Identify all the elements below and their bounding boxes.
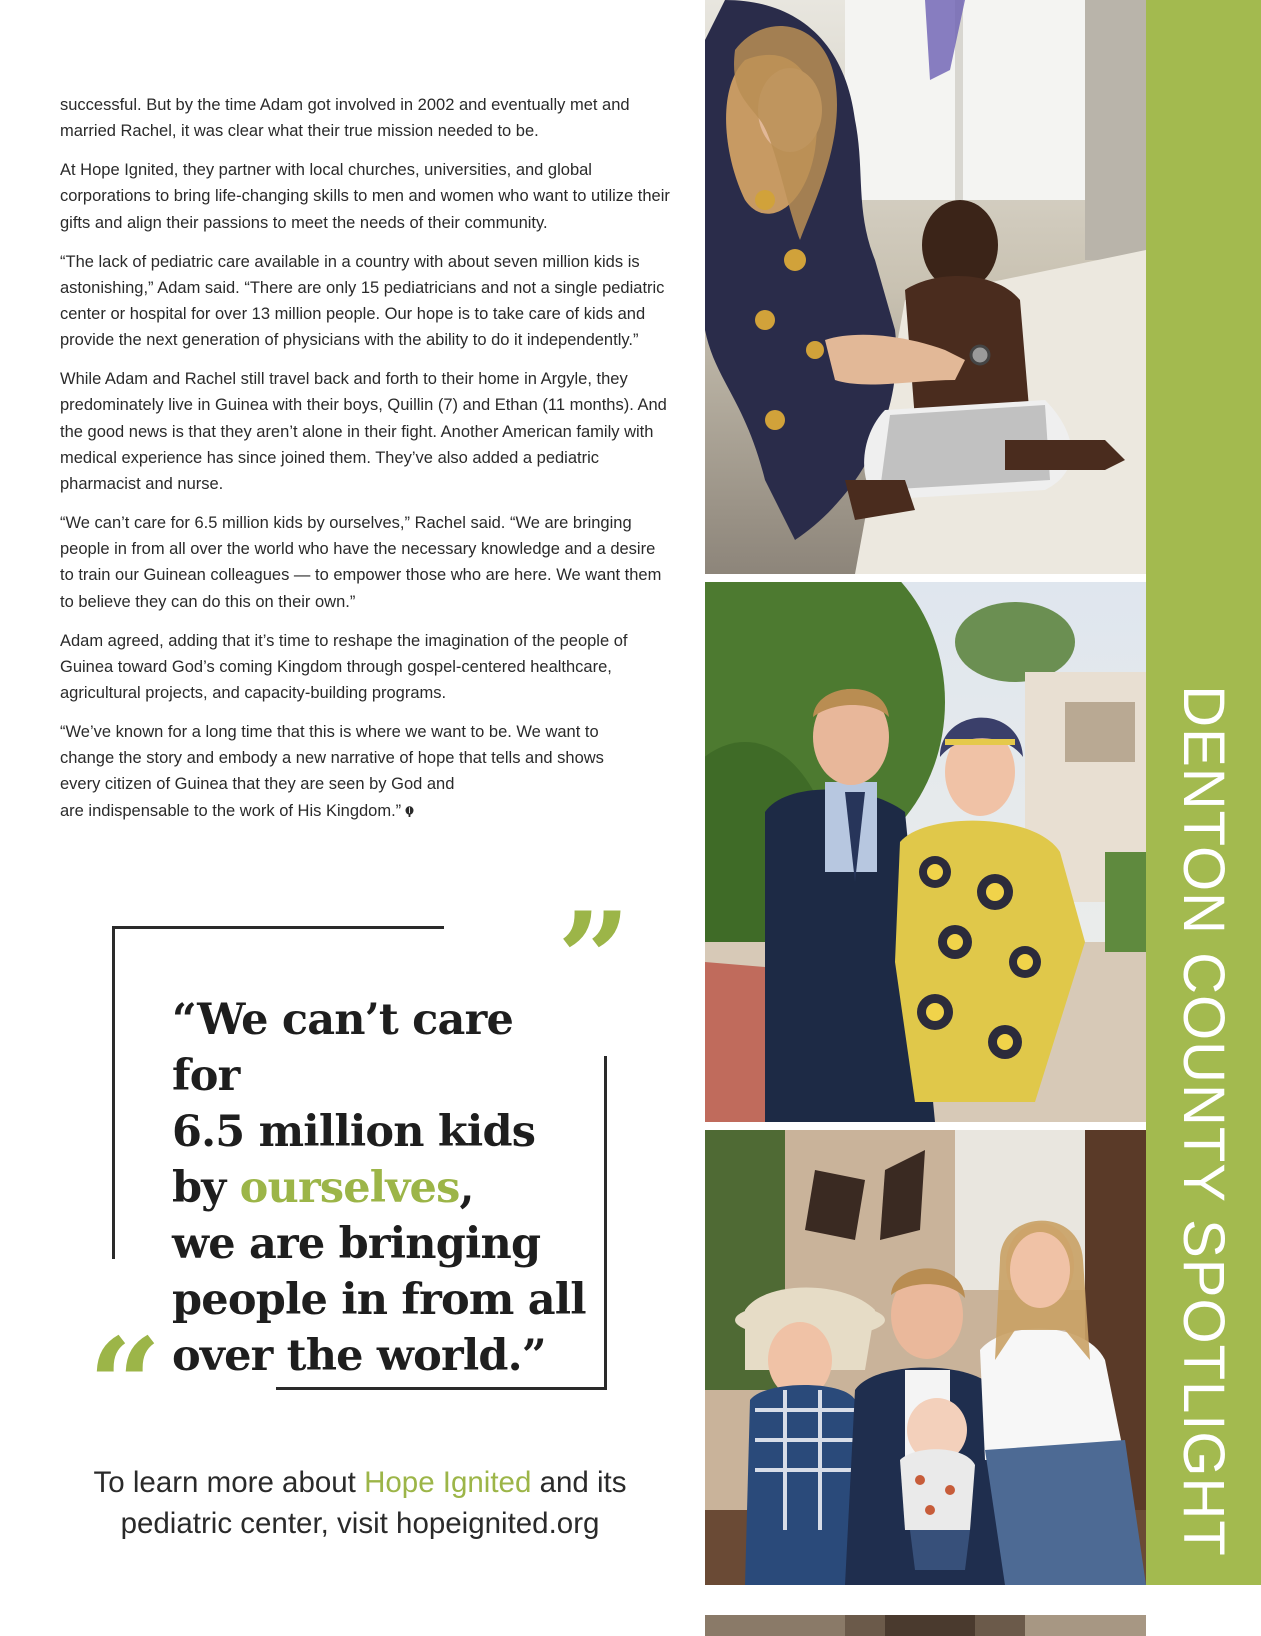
cta-text: and its bbox=[531, 1466, 627, 1499]
photo-doctor-examining-child bbox=[705, 0, 1146, 574]
pull-quote-frame-bottom bbox=[276, 1387, 607, 1390]
article-paragraph: While Adam and Rachel still travel back and forth to their home in Argyle, they predominately live in Guinea with their boys, Quillin (7) and Ethan (11 months). And the good news is that they aren’t alone in their fight. Another American family with medical experience has since joined them. They’ve also added a pediatric pharmacist and nurse. bbox=[60, 370, 667, 494]
pull-quote-frame-right bbox=[604, 1056, 607, 1390]
closing-quote-mark-icon: ” bbox=[557, 885, 631, 1035]
cta-text: To learn more about bbox=[93, 1466, 365, 1499]
pull-quote-highlight: ourselves bbox=[239, 1163, 460, 1213]
article-paragraph: Adam agreed, adding that it’s time to reshape the imagination of the people of Guinea toward God’s coming Kingdom through gospel-centered healthcare, agricultural projects, and capacity-building programs. bbox=[60, 631, 628, 703]
cta-organization-name: Hope Ignited bbox=[364, 1466, 532, 1499]
final-line: are indispensable to the work of His Kingdom.” bbox=[60, 801, 402, 820]
end-of-article-icon bbox=[405, 806, 414, 817]
final-line: every citizen of Guinea that they are seen by God and bbox=[60, 775, 455, 794]
pull-quote-line: 6.5 million kids bbox=[172, 1107, 536, 1157]
photo-partial-bottom bbox=[705, 1615, 1146, 1636]
call-to-action bbox=[60, 1462, 660, 1544]
pull-quote-line: by bbox=[172, 1163, 240, 1213]
section-title-container bbox=[1146, 0, 1261, 1585]
article-paragraph: successful. But by the time Adam got involved in 2002 and eventually met and married Rachel, it was clear what their true mission needed to be. bbox=[60, 96, 630, 141]
article-final-paragraph bbox=[60, 719, 670, 824]
cta-website-line: pediatric center, visit hopeignited.org bbox=[120, 1507, 600, 1540]
photo-family-portrait bbox=[705, 1130, 1146, 1585]
pull-quote-frame-top bbox=[112, 926, 444, 929]
final-line: “We’ve known for a long time that this is where we want to be. We want to bbox=[60, 723, 599, 742]
pull-quote-line: people in from all bbox=[172, 1275, 586, 1325]
article-body bbox=[60, 92, 670, 837]
opening-quote-mark-icon: “ bbox=[88, 1311, 162, 1461]
photo-couple-outdoors bbox=[705, 582, 1146, 1122]
pull-quote-line: we are bringing bbox=[172, 1219, 541, 1269]
pull-quote-line: “We can’t care for bbox=[172, 995, 514, 1101]
pull-quote-frame-left bbox=[112, 926, 115, 1259]
pull-quote-comma: , bbox=[459, 1163, 474, 1213]
section-title: DENTON COUNTY SPOTLIGHT bbox=[1171, 685, 1236, 1557]
final-line: change the story and embody a new narrative of hope that tells and shows bbox=[60, 749, 604, 768]
pull-quote-line: over the world.” bbox=[172, 1331, 546, 1381]
article-paragraph: “The lack of pediatric care available in a country with about seven million kids is astonishing,” Adam said. “There are only 15 pediatricians and not a single pediatric center or hospital for over 13 million people. Our hope is to take care of kids and provide the next generation of physicians with the ability to do it independently.” bbox=[60, 252, 665, 350]
article-paragraph: “We can’t care for 6.5 million kids by ourselves,” Rachel said. “We are bringing people in from all over the world who have the necessary knowledge and a desire to train our Guinean colleagues — to empower those who are here. We want them to believe they can do this on their own.” bbox=[60, 514, 662, 611]
pull-quote-text bbox=[172, 992, 592, 1384]
article-paragraph: At Hope Ignited, they partner with local churches, universities, and global corporations to bring life-changing skills to men and women who want to utilize their gifts and align their passions to meet the needs of their community. bbox=[60, 161, 670, 232]
